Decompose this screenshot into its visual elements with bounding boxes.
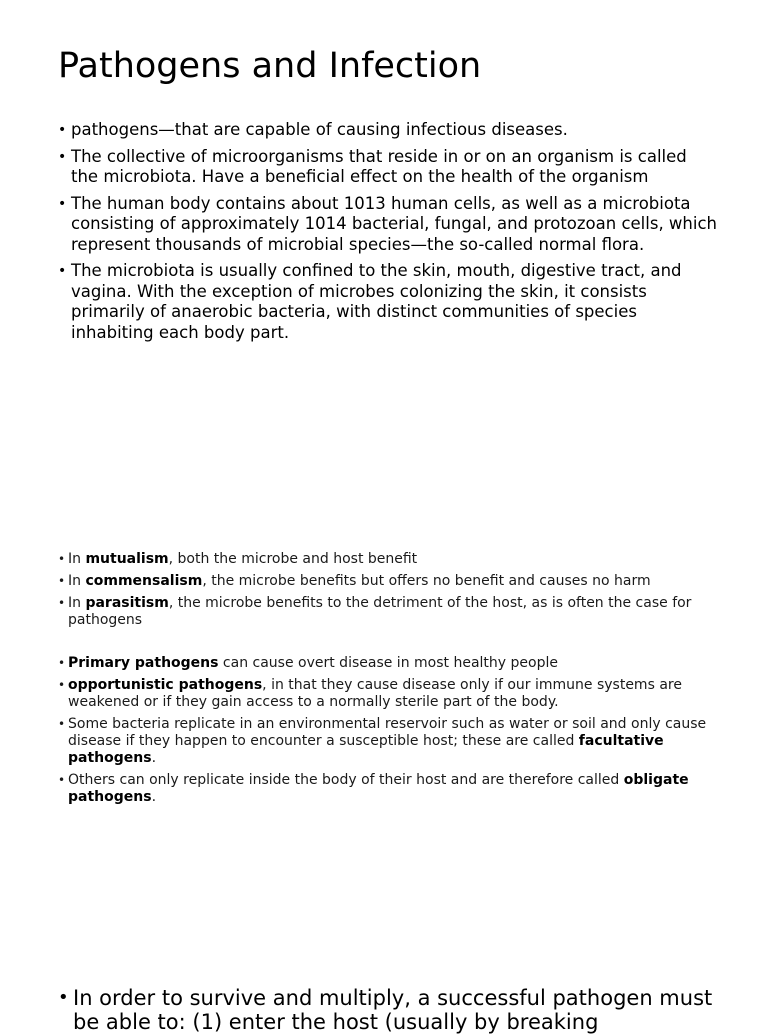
bullet-icon: • (58, 552, 66, 566)
bullet-text: The human body contains about 1013 human cells, as well as a microbiota consisting of approximately 1014 bacterial, fungal, and protozoan cells, which represent thousands of microbial species—the so-called normal flora. (71, 193, 717, 254)
bullet-item (58, 986, 738, 1034)
bullet-item (58, 573, 718, 590)
bullet-icon: • (58, 148, 67, 165)
bullet-item (58, 261, 718, 343)
bullet-item (58, 595, 718, 629)
bullet-item (58, 677, 718, 711)
bullet-icon: • (58, 263, 67, 279)
bullet-text: . (151, 750, 157, 766)
bullet-icon: • (58, 656, 66, 670)
symbiosis-bullet-list (58, 551, 718, 634)
bullet-text: In (68, 573, 86, 589)
bullet-text: , the microbe benefits but offers no benefit and causes no harm (202, 573, 651, 589)
bullet-icon: • (58, 195, 67, 212)
bold-term: facultative pathogens (68, 733, 664, 766)
bullet-item (58, 551, 718, 568)
bullet-icon: • (58, 678, 66, 692)
bullet-icon: • (58, 596, 66, 610)
bullet-text: pathogens—that are capable of causing infectious diseases. (71, 120, 568, 139)
pathogen-requirements-bullet-list (58, 986, 738, 1034)
bullet-icon: • (58, 717, 66, 731)
bullet-icon: • (58, 122, 67, 138)
bullet-icon: • (58, 987, 69, 1008)
bold-term: mutualism (85, 551, 169, 567)
intro-bullet-list (58, 120, 718, 349)
bullet-icon: • (58, 574, 66, 588)
bullet-item (58, 194, 718, 256)
bullet-text: In (68, 595, 86, 611)
bold-term: opportunistic pathogens (68, 677, 263, 693)
bullet-text: In order to survive and multiply, a successful pathogen must be able to: (1) enter the host (usually by breaking (73, 986, 713, 1034)
bullet-item (58, 147, 718, 188)
bullet-item (58, 655, 718, 672)
bold-term: commensalism (85, 573, 203, 589)
bullet-item (58, 716, 718, 767)
bullet-item (58, 772, 718, 806)
bullet-text: . (151, 789, 157, 805)
bullet-text: In (68, 551, 86, 567)
bullet-text: The collective of microorganisms that reside in or on an organism is called the microbiota. Have a beneficial effect on the health of the organism (71, 146, 687, 186)
bullet-text: Some bacteria replicate in an environmental reservoir such as water or soil and only cause disease if they happen to encounter a susceptible host; these are called (68, 716, 707, 749)
bullet-icon: • (58, 773, 66, 787)
bold-term: obligate pathogens (68, 772, 689, 805)
bullet-text: The microbiota is usually confined to the skin, mouth, digestive tract, and vagina. With the exception of microbes colonizing the skin, it consists primarily of anaerobic bacteria, with distinct communities of species inhabiting each body part. (71, 261, 682, 342)
page-title: Pathogens and Infection (58, 46, 482, 86)
pathogen-types-bullet-list (58, 655, 718, 811)
bullet-text: Others can only replicate inside the body of their host and are therefore called (68, 772, 624, 788)
bold-term: Primary pathogens (68, 655, 219, 671)
bullet-text: can cause overt disease in most healthy people (218, 655, 558, 671)
bullet-text: , both the microbe and host benefit (168, 551, 418, 567)
bullet-text: , in that they cause disease only if our immune systems are weakened or if they gain access to a normally sterile part of the body. (68, 677, 682, 710)
bullet-item (58, 120, 718, 141)
bullet-text: , the microbe benefits to the detriment of the host, as is often the case for pathogens (68, 595, 692, 628)
bold-term: parasitism (85, 595, 169, 611)
